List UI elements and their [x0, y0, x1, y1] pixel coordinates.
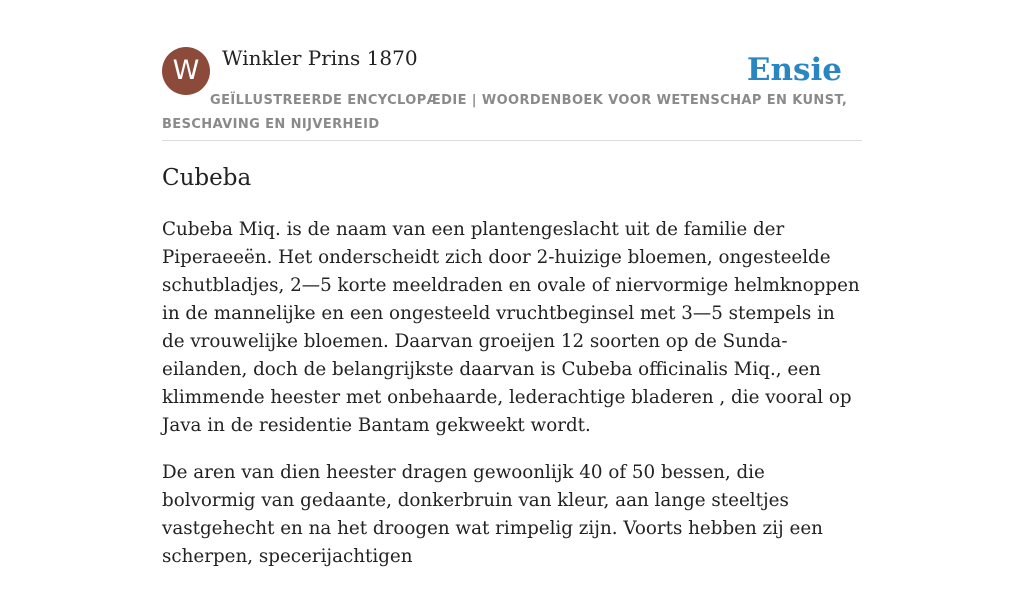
article-paragraph: De aren van dien heester dragen gewoonlijk 40 of 50 bessen, die bolvormig van gedaante, donkerbruin van kleur, aan lange steeltjes vastgehecht en na het droogen wat rimpelig zijn. Voorts hebben zij een scherpen, specerijachtigen: [162, 462, 823, 567]
brand-logo[interactable]: Ensie: [746, 52, 842, 88]
page-container: [162, 0, 862, 567]
avatar[interactable]: W: [162, 47, 210, 95]
article-paragraph: Cubeba Miq. is de naam van een plantengeslacht uit de familie der Piperaeeën. Het onderscheidt zich door 2-huizige bloemen, ongesteelde schutbladjes, 2—5 korte meeldraden en ovale of niervormige helmknoppen in de mannelijke en een ongesteeld vruchtbeginsel met 3—5 stempels in de vrouwelijke bloemen. Daarvan groeijen 12 soorten op de Sunda-eilanden, doch de belangrijkste daarvan is Cubeba officinalis Miq., een klimmende heester met onbehaarde, lederachtige bladeren , die vooral op Java in de residentie Bantam gekweekt wordt.: [162, 219, 860, 436]
site-subtitle: GEÏLLUSTREERDE ENCYCLOPÆDIE | WOORDENBOEK VOOR WETENSCHAP EN KUNST, BESCHAVING EN NIJVERHEID: [162, 93, 848, 132]
site-header: [162, 0, 862, 141]
article-title: Cubeba: [162, 165, 252, 191]
site-title[interactable]: Winkler Prins 1870: [222, 46, 418, 70]
article-body: [162, 216, 862, 590]
